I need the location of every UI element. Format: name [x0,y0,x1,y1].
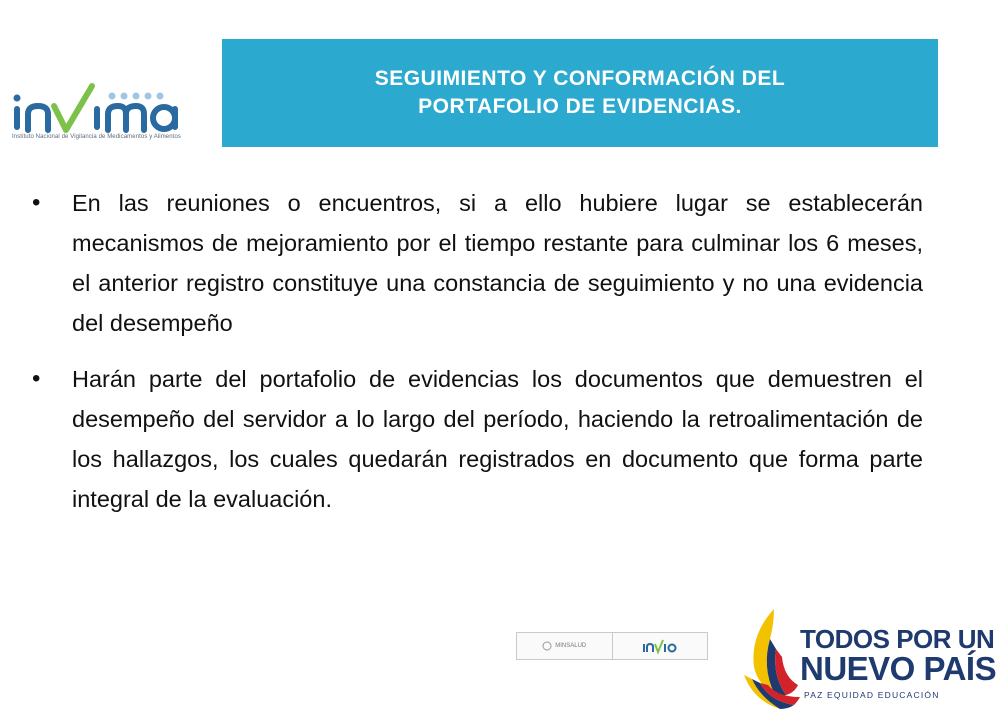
minsalud-label: MINSALUD [555,643,587,649]
invima-logo [8,72,188,152]
bullet-list [30,183,923,535]
tpnp-line2: NUEVO PAÍS [800,650,996,687]
invima-wordmark-icon [8,82,188,142]
mini-invima-logo [612,633,708,659]
tpnp-line1: TODOS POR UN [800,624,995,654]
colombia-flag-swoosh-icon [740,605,800,715]
bullet-item [30,183,923,343]
bullet-item [30,359,923,519]
partner-logos-strip [516,632,708,660]
slide-title [375,65,786,121]
bullet-text: Harán parte del portafolio de evidencias los documentos que demuestren el desempeño del servidor a lo largo del período, haciendo la retroalimentación de los hallazgos, los cuales quedarán registrados en documento que forma parte integral de la evaluación. [72,366,923,512]
slide-title-line2: PORTAFOLIO DE EVIDENCIAS. [418,95,742,118]
invima-mini-icon [642,639,678,653]
bullet-dot-icon: • [32,365,41,392]
minsalud-logo [517,633,612,659]
bullet-dot-icon: • [32,189,41,216]
coat-of-arms-icon [542,641,552,651]
tpnp-tagline: PAZ EQUIDAD EDUCACIÓN [804,690,940,700]
bullet-text: En las reuniones o encuentros, si a ello hubiere lugar se establecerán mecanismos de mejoramiento por el tiempo restante para culminar los 6 meses, el anterior registro constituye una constancia de seguimiento y no una evidencia del desempeño [72,190,923,336]
title-banner [222,39,938,147]
slide-title-line1: SEGUIMIENTO Y CONFORMACIÓN DEL [374,67,786,90]
logo-subtitle: Instituto Nacional de Vigilancia de Medicamentos y Alimentos [12,134,181,140]
todos-por-un-nuevo-pais-logo [740,605,996,715]
